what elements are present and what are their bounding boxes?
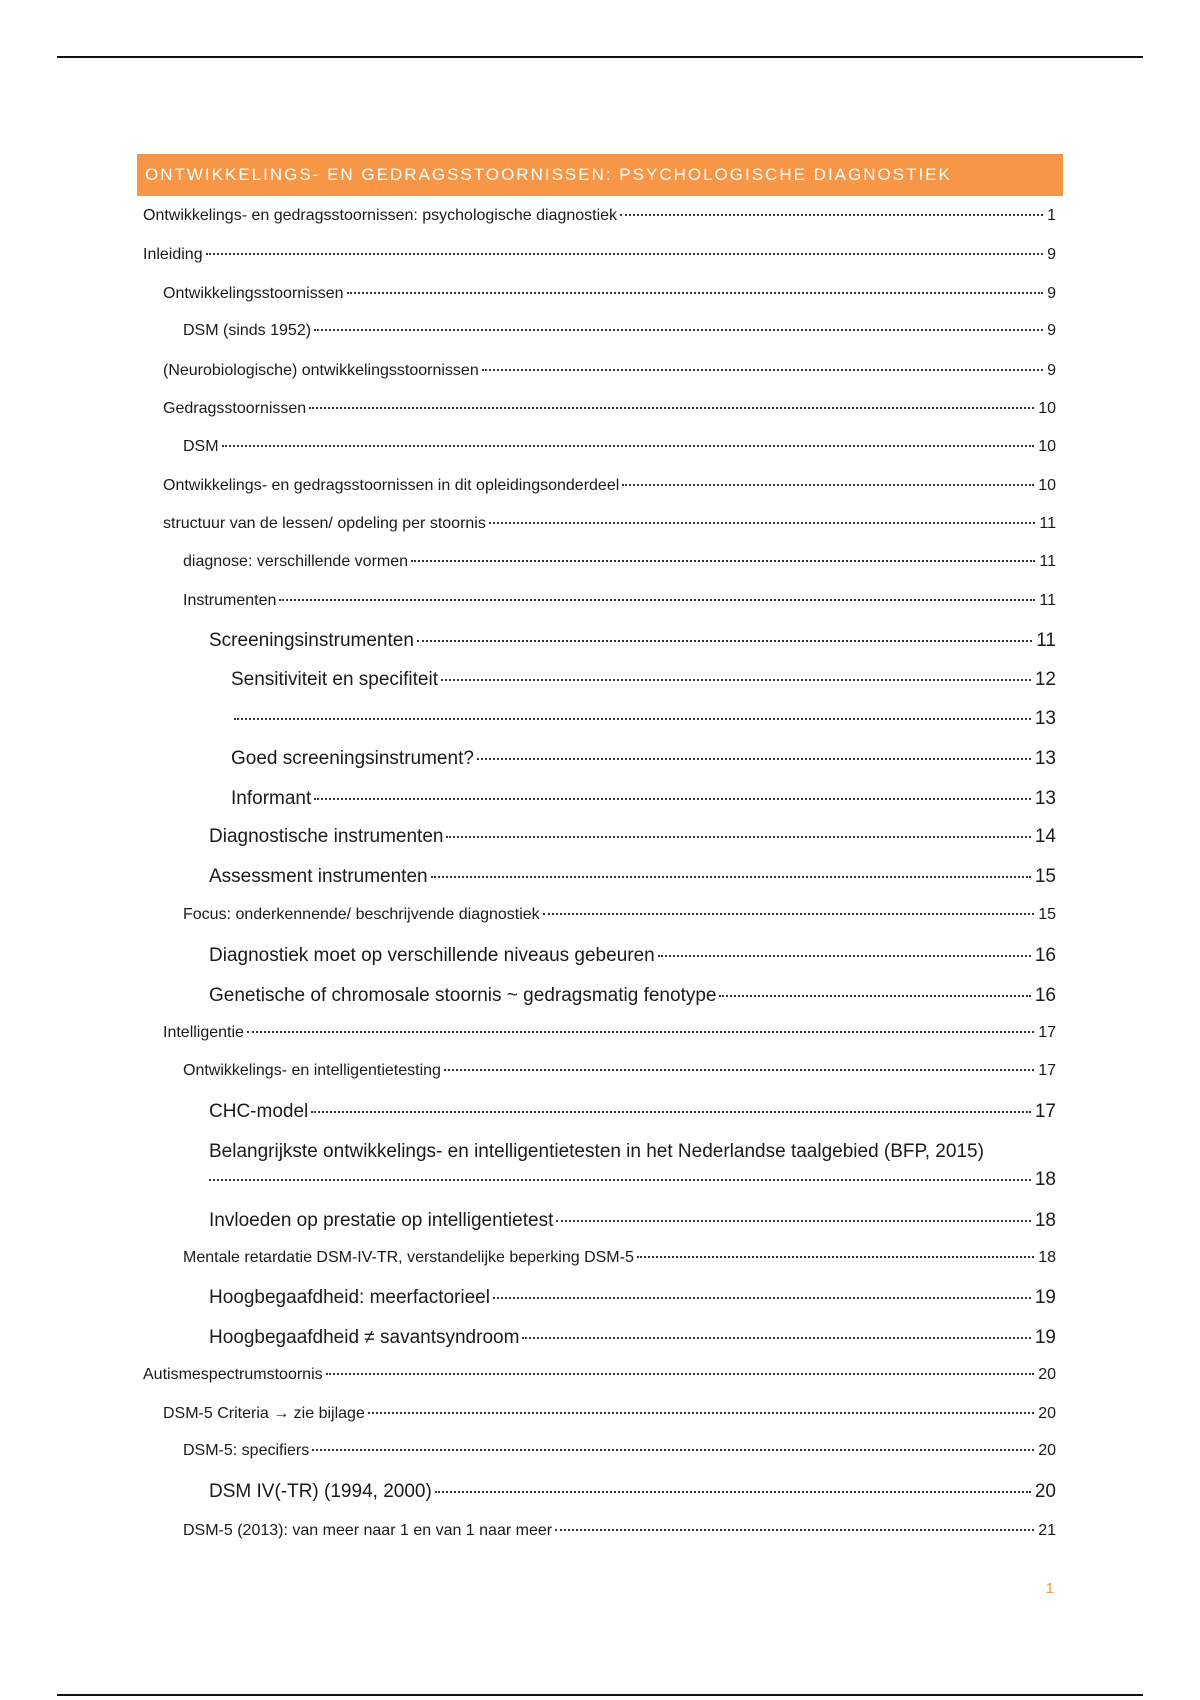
toc-entry[interactable]: Mentale retardatie DSM-IV-TR, verstandelijke beperking DSM-5 18 <box>183 1249 1056 1266</box>
toc-entry[interactable]: Invloeden op prestatie op intelligentietest 18 <box>209 1210 1056 1231</box>
toc-heading: ONTWIKKELINGS- EN GEDRAGSSTOORNISSEN: PSYCHOLOGISCHE DIAGNOSTIEK <box>145 165 952 184</box>
toc-entry[interactable]: DSM-5 (2013): van meer naar 1 en van 1 naar meer 21 <box>183 1522 1056 1539</box>
toc-entry[interactable]: CHC-model 17 <box>209 1101 1056 1122</box>
toc-entry[interactable]: DSM-5: specifiers 20 <box>183 1442 1056 1459</box>
toc-heading-banner <box>137 154 1063 196</box>
toc-entry[interactable]: DSM 10 <box>183 438 1056 455</box>
toc-entry[interactable]: Genetische of chromosale stoornis ~ gedragsmatig fenotype 16 <box>209 985 1056 1006</box>
toc-entry[interactable]: Informant 13 <box>231 788 1056 809</box>
bottom-rule <box>57 1694 1143 1696</box>
toc-entry[interactable]: DSM IV(-TR) (1994, 2000) 20 <box>209 1481 1056 1502</box>
toc-entry[interactable]: Assessment instrumenten 15 <box>209 866 1056 887</box>
toc-entry[interactable]: Hoogbegaafdheid: meerfactorieel 19 <box>209 1287 1056 1308</box>
toc-entry[interactable]: DSM (sinds 1952) 9 <box>183 322 1056 339</box>
toc-entry[interactable]: Focus: onderkennende/ beschrijvende diagnostiek 15 <box>183 906 1056 923</box>
top-rule <box>57 56 1143 58</box>
toc-entry[interactable]: Sensitiviteit en specifiteit 12 <box>231 669 1056 690</box>
toc-entry-wrapped-title[interactable]: Belangrijkste ontwikkelings- en intelligentietesten in het Nederlandse taalgebied (BFP, 2015) <box>209 1141 984 1162</box>
toc-entry[interactable]: 13 <box>231 708 1056 730</box>
toc-entry[interactable]: Autismespectrumstoornis 20 <box>143 1366 1056 1383</box>
toc-entry[interactable]: structuur van de lessen/ opdeling per stoornis 11 <box>163 515 1056 532</box>
toc-entry[interactable]: Hoogbegaafdheid ≠ savantsyndroom 19 <box>209 1327 1056 1348</box>
toc-entry[interactable]: Intelligentie 17 <box>163 1024 1056 1041</box>
toc-entry[interactable]: Gedragsstoornissen 10 <box>163 400 1056 417</box>
toc-entry[interactable]: Ontwikkelingsstoornissen 9 <box>163 285 1056 302</box>
toc-entry[interactable]: Ontwikkelings- en gedragsstoornissen in dit opleidingsonderdeel 10 <box>163 477 1056 494</box>
toc-entry[interactable]: (Neurobiologische) ontwikkelingsstoornissen 9 <box>163 362 1056 379</box>
toc-entry[interactable]: Ontwikkelings- en intelligentietesting 17 <box>183 1062 1056 1079</box>
toc-entry[interactable]: Diagnostiek moet op verschillende niveaus gebeuren 16 <box>209 945 1056 966</box>
toc-entry[interactable]: DSM-5 Criteria → zie bijlage 20 <box>163 1405 1056 1422</box>
toc-entry[interactable]: Ontwikkelings- en gedragsstoornissen: psychologische diagnostiek 1 <box>143 207 1056 224</box>
toc-entry[interactable]: Inleiding 9 <box>143 246 1056 263</box>
toc-entry[interactable]: diagnose: verschillende vormen 11 <box>183 553 1056 570</box>
toc-entry[interactable]: Screeningsinstrumenten 11 <box>209 630 1056 651</box>
page-number: 1 <box>1045 1580 1054 1597</box>
toc-entry[interactable]: Instrumenten 11 <box>183 592 1056 609</box>
toc-entry[interactable]: Diagnostische instrumenten 14 <box>209 826 1056 847</box>
toc-entry[interactable]: Goed screeningsinstrument? 13 <box>231 748 1056 769</box>
toc-entry-wrapped-leader[interactable]: 18 <box>209 1169 1056 1191</box>
